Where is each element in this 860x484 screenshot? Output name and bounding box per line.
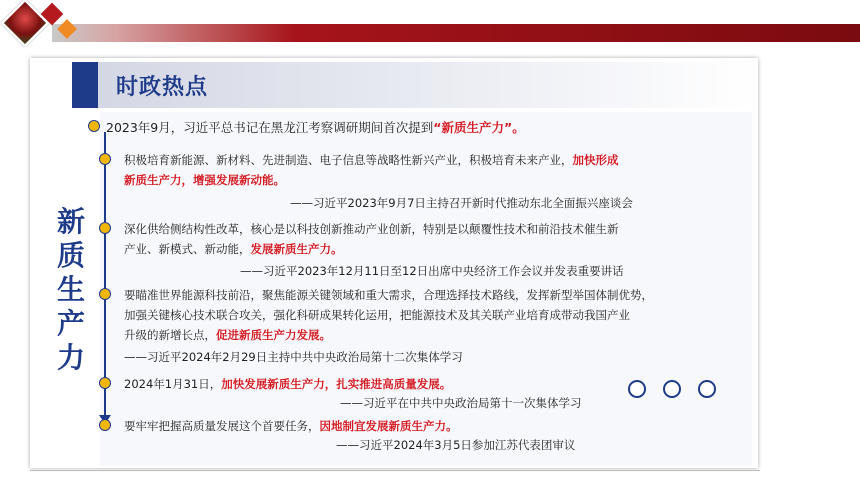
- item-3-highlight: 促进新质生产力发展。: [216, 328, 331, 342]
- intro-plain: 2023年9月，习近平总书记在黑龙江考察调研期间首次提到: [106, 120, 434, 135]
- timeline-bullet: [99, 222, 111, 234]
- item-1-line-1: [124, 152, 619, 168]
- item-4-text: 2024年1月31日，: [124, 377, 222, 391]
- item-5-source: ——习近平2024年3月5日参加江苏代表团审议: [336, 438, 576, 452]
- page-title: 时政热点: [116, 75, 209, 100]
- side-title-char: 产: [56, 307, 85, 340]
- item-2-line-2: [124, 241, 343, 257]
- side-title-char: 质: [56, 239, 85, 272]
- item-5-text: 要牢牢把握高质量发展这个首要任务，: [124, 419, 320, 433]
- item-5-highlight: 因地制宜发展新质生产力。: [319, 419, 458, 433]
- item-3-text-2: 加强关键核心技术联合攻关，强化科研成果转化运用，把能源技术及其关联产业培育成带动我国产业: [124, 308, 630, 322]
- item-3-line-3: [124, 327, 331, 343]
- side-title-char: 力: [56, 341, 85, 374]
- item-2-source: ——习近平2023年12月11日至12日出席中央经济工作会议并发表重要讲话: [240, 264, 624, 278]
- side-title-char: 新: [56, 205, 85, 238]
- title-accent: [72, 62, 98, 108]
- item-5-line-1: [124, 418, 458, 434]
- decor-circle: [698, 380, 716, 398]
- header-band: [52, 24, 860, 42]
- item-1-source: ——习近平2023年9月7日主持召开新时代推动东北全面振兴座谈会: [290, 196, 633, 210]
- decor-circle: [663, 380, 681, 398]
- item-1-line-2: [124, 172, 285, 188]
- item-2-text: 深化供给侧结构性改革，核心是以科技创新推动产业创新，特别是以颠覆性技术和前沿技术催生新: [124, 222, 619, 236]
- intro-highlight: “新质生产力”。: [433, 120, 525, 135]
- side-title: [54, 205, 88, 375]
- item-1-highlight-2: 新质生产力，增强发展新动能。: [124, 173, 285, 187]
- item-2-line-1: [124, 221, 619, 237]
- intro-text: [106, 118, 525, 136]
- item-3-text: 要瞄准世界能源科技前沿，聚焦能源关键领域和重大需求，合理选择技术路线，发挥新型举国体制优势，: [124, 288, 653, 302]
- item-3-line-2: [124, 307, 630, 323]
- timeline-line: [104, 132, 106, 418]
- timeline-bullet: [99, 153, 111, 165]
- item-3-line-1: [124, 287, 653, 303]
- item-2-highlight: 发展新质生产力。: [250, 242, 343, 256]
- item-3-text-3: 升级的新增长点，: [124, 328, 216, 342]
- item-1-text: 积极培育新能源、新材料、先进制造、电子信息等战略性新兴产业，积极培育未来产业，: [124, 153, 573, 167]
- timeline-bullet: [99, 288, 111, 300]
- bottom-divider: [30, 470, 760, 471]
- timeline-bullet: [99, 377, 111, 389]
- item-4-line-1: [124, 376, 451, 392]
- side-title-char: 生: [56, 273, 85, 306]
- item-3-source: ——习近平2024年2月29日主持中共中央政治局第十二次集体学习: [124, 350, 463, 364]
- item-1-highlight: 加快形成: [572, 153, 619, 167]
- timeline-bullet: [88, 120, 100, 132]
- timeline-bullet: [99, 419, 111, 431]
- decor-circle: [628, 380, 646, 398]
- item-4-highlight: 加快发展新质生产力，扎实推进高质量发展。: [221, 377, 452, 391]
- item-2-text-2: 产业、新模式、新动能，: [124, 242, 251, 256]
- item-4-source: ——习近平在中共中央政治局第十一次集体学习: [340, 396, 582, 410]
